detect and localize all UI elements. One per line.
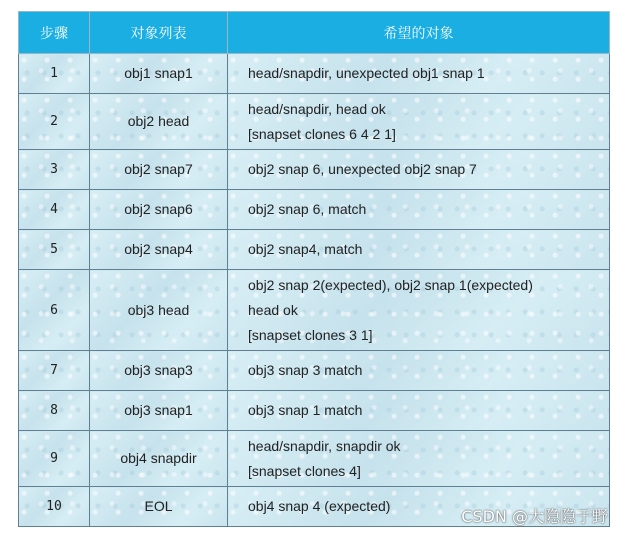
step-cell: 3 — [19, 150, 90, 190]
table-row — [19, 431, 610, 487]
expected-line: obj3 snap 3 match — [248, 362, 363, 378]
expected-cell — [228, 94, 610, 150]
expected-line: [snapset clones 3 1] — [248, 326, 373, 343]
table-container — [18, 11, 609, 527]
expected-line: obj2 snap4, match — [248, 241, 363, 257]
expected-line: [snapset clones 6 4 2 1] — [248, 125, 396, 142]
snapshot-table — [18, 11, 610, 527]
expected-line: obj2 snap 2(expected), obj2 snap 1(expected) — [248, 276, 533, 293]
step-cell: 2 — [19, 94, 90, 150]
table-row — [19, 270, 610, 351]
step-cell: 7 — [19, 351, 90, 391]
object-cell: EOL — [90, 487, 228, 527]
watermark: CSDN @大隐隐于野 — [461, 507, 608, 526]
table-header-row — [19, 12, 610, 54]
expected-cell — [228, 391, 610, 431]
header-expected-object: 希望的对象 — [228, 12, 610, 54]
expected-cell — [228, 270, 610, 351]
object-cell: obj2 snap4 — [90, 230, 228, 270]
expected-cell — [228, 150, 610, 190]
object-cell: obj3 head — [90, 270, 228, 351]
object-cell: obj2 snap7 — [90, 150, 228, 190]
expected-line: head/snapdir, unexpected obj1 snap 1 — [248, 65, 485, 81]
object-cell: obj3 snap1 — [90, 391, 228, 431]
table-row — [19, 391, 610, 431]
table-row — [19, 230, 610, 270]
expected-line: [snapset clones 4] — [248, 462, 361, 479]
step-cell: 9 — [19, 431, 90, 487]
step-cell: 6 — [19, 270, 90, 351]
expected-cell — [228, 351, 610, 391]
object-cell: obj3 snap3 — [90, 351, 228, 391]
expected-cell — [228, 190, 610, 230]
object-cell: obj4 snapdir — [90, 431, 228, 487]
object-cell: obj2 snap6 — [90, 190, 228, 230]
object-cell: obj1 snap1 — [90, 54, 228, 94]
expected-line: obj2 snap 6, match — [248, 201, 367, 217]
table-row — [19, 94, 610, 150]
table-row — [19, 150, 610, 190]
table-row — [19, 190, 610, 230]
step-cell: 1 — [19, 54, 90, 94]
step-cell: 4 — [19, 190, 90, 230]
header-step: 步骤 — [19, 12, 90, 54]
expected-cell — [228, 431, 610, 487]
table-row — [19, 351, 610, 391]
expected-line: head/snapdir, head ok — [248, 100, 386, 117]
expected-cell — [228, 230, 610, 270]
expected-line: head/snapdir, snapdir ok — [248, 437, 401, 454]
table-body — [19, 54, 610, 527]
table-row — [19, 54, 610, 94]
step-cell: 5 — [19, 230, 90, 270]
step-cell: 8 — [19, 391, 90, 431]
expected-cell — [228, 54, 610, 94]
expected-line: obj3 snap 1 match — [248, 402, 363, 418]
expected-line: obj4 snap 4 (expected) — [248, 498, 391, 514]
expected-line: obj2 snap 6, unexpected obj2 snap 7 — [248, 161, 477, 177]
expected-line: head ok — [248, 301, 298, 318]
header-object-list: 对象列表 — [90, 12, 228, 54]
step-cell: 10 — [19, 487, 90, 527]
object-cell: obj2 head — [90, 94, 228, 150]
